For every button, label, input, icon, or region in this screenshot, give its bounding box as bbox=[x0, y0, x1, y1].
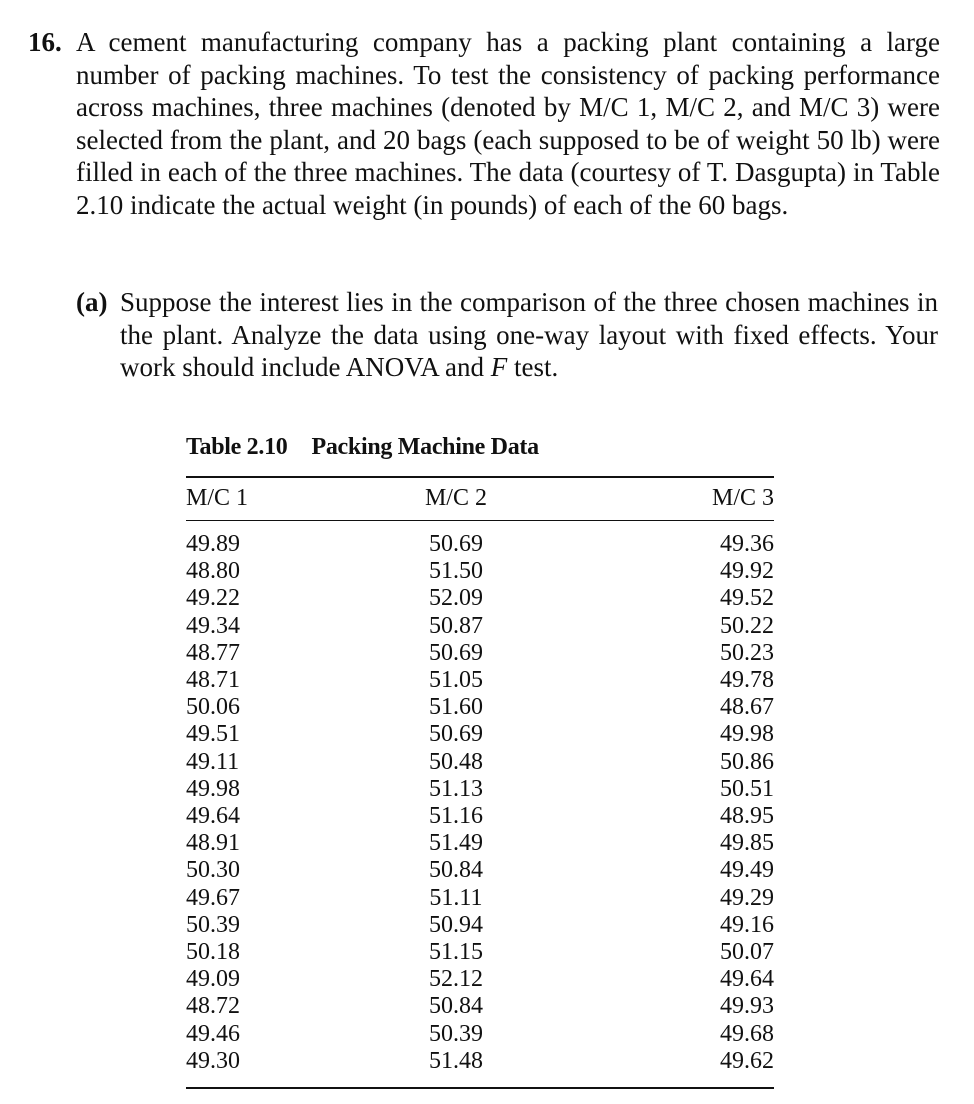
cell-mc1: 48.91 bbox=[186, 830, 240, 857]
table-body bbox=[186, 521, 774, 1089]
part-a bbox=[76, 286, 938, 384]
part-a-statement bbox=[120, 286, 938, 384]
cell-mc2: 51.11 bbox=[429, 884, 483, 911]
cell-mc1: 49.22 bbox=[186, 585, 240, 612]
table-caption-title: Packing Machine Data bbox=[311, 434, 539, 460]
packing-machine-table bbox=[186, 432, 774, 1089]
table-row bbox=[186, 613, 774, 640]
cell-mc3: 49.64 bbox=[720, 966, 774, 993]
cell-mc1: 50.06 bbox=[186, 694, 240, 721]
cell-mc2: 50.48 bbox=[428, 748, 483, 775]
cell-mc1: 49.46 bbox=[186, 1020, 240, 1047]
cell-mc3: 49.29 bbox=[720, 884, 774, 911]
cell-mc3: 49.85 bbox=[720, 830, 774, 857]
cell-mc3: 48.95 bbox=[720, 803, 774, 830]
cell-mc2: 51.60 bbox=[428, 694, 483, 721]
table-row bbox=[186, 939, 774, 966]
cell-mc2: 50.69 bbox=[428, 639, 483, 666]
table-row bbox=[186, 694, 774, 721]
cell-mc3: 49.98 bbox=[720, 721, 774, 748]
cell-mc1: 50.30 bbox=[186, 857, 240, 884]
cell-mc3: 48.67 bbox=[720, 694, 774, 721]
cell-mc2: 50.39 bbox=[428, 1020, 483, 1047]
cell-mc1: 48.72 bbox=[186, 993, 240, 1020]
part-a-text-after: test. bbox=[507, 352, 559, 382]
header-mc3: M/C 3 bbox=[580, 477, 774, 521]
table-header-row bbox=[186, 477, 774, 521]
table-row bbox=[186, 857, 774, 884]
header-mc1: M/C 1 bbox=[186, 477, 380, 521]
table-row bbox=[186, 966, 774, 993]
table-row bbox=[186, 667, 774, 694]
table-row bbox=[186, 749, 774, 776]
table-row bbox=[186, 1021, 774, 1048]
cell-mc3: 49.78 bbox=[720, 667, 774, 694]
cell-mc1: 48.71 bbox=[186, 667, 240, 694]
cell-mc1: 49.64 bbox=[186, 803, 240, 830]
cell-mc2: 50.69 bbox=[428, 531, 483, 557]
cell-mc1: 49.30 bbox=[186, 1048, 380, 1088]
table-row bbox=[186, 521, 774, 559]
part-a-label: (a) bbox=[76, 287, 108, 317]
cell-mc2: 50.84 bbox=[428, 857, 483, 884]
cell-mc3: 49.49 bbox=[720, 857, 774, 884]
cell-mc1: 49.89 bbox=[186, 531, 240, 557]
cell-mc1: 48.77 bbox=[186, 639, 240, 666]
cell-mc1: 49.67 bbox=[186, 884, 240, 911]
cell-mc1: 49.09 bbox=[186, 966, 240, 993]
cell-mc2: 50.94 bbox=[428, 911, 483, 938]
header-mc2: M/C 2 bbox=[380, 477, 580, 521]
cell-mc3: 49.68 bbox=[720, 1020, 774, 1047]
table-row bbox=[186, 776, 774, 803]
cell-mc1: 49.11 bbox=[186, 748, 240, 775]
cell-mc3: 50.22 bbox=[720, 612, 774, 639]
table-row bbox=[186, 721, 774, 748]
table-row bbox=[186, 585, 774, 612]
cell-mc1: 48.80 bbox=[186, 558, 240, 585]
table-row bbox=[186, 558, 774, 585]
table-caption-number: Table 2.10 bbox=[186, 434, 288, 460]
part-a-text-before: Suppose the interest lies in the comparison of the three chosen machines in the plant. Analyze the data using one-way layout with fixed effects. Your work should include ANOVA and bbox=[120, 287, 938, 382]
table-row bbox=[186, 912, 774, 939]
cell-mc2: 51.48 bbox=[380, 1048, 580, 1088]
table-row bbox=[186, 993, 774, 1020]
table-caption bbox=[186, 432, 774, 462]
table-row bbox=[186, 803, 774, 830]
cell-mc2: 51.16 bbox=[428, 803, 483, 830]
cell-mc3: 50.51 bbox=[720, 775, 774, 802]
cell-mc2: 50.87 bbox=[428, 612, 483, 639]
cell-mc3: 50.07 bbox=[720, 939, 774, 966]
cell-mc1: 49.98 bbox=[186, 775, 240, 802]
cell-mc3: 49.92 bbox=[720, 558, 774, 585]
problem-16 bbox=[28, 26, 940, 221]
cell-mc2: 51.15 bbox=[428, 939, 483, 966]
cell-mc1: 50.18 bbox=[186, 939, 240, 966]
cell-mc3: 50.23 bbox=[720, 639, 774, 666]
cell-mc3: 50.86 bbox=[720, 748, 774, 775]
cell-mc2: 51.05 bbox=[428, 667, 483, 694]
cell-mc3: 49.16 bbox=[720, 911, 774, 938]
data-table bbox=[186, 476, 774, 1089]
cell-mc2: 50.69 bbox=[428, 721, 483, 748]
cell-mc2: 51.50 bbox=[428, 558, 483, 585]
cell-mc3: 49.62 bbox=[580, 1048, 774, 1088]
table-row bbox=[186, 885, 774, 912]
problem-number: 16. bbox=[28, 27, 62, 57]
cell-mc2: 51.49 bbox=[428, 830, 483, 857]
table-row bbox=[186, 640, 774, 667]
cell-mc2: 52.12 bbox=[428, 966, 483, 993]
cell-mc2: 51.13 bbox=[428, 775, 483, 802]
cell-mc3: 49.93 bbox=[720, 993, 774, 1020]
cell-mc3: 49.52 bbox=[720, 585, 774, 612]
table-row bbox=[186, 830, 774, 857]
cell-mc1: 49.34 bbox=[186, 612, 240, 639]
problem-statement: A cement manufacturing company has a packing plant containing a large number of packing machines. To test the consistency of packing performance across machines, three machines (denoted by M/C 1, M/C 2, and M/C 3) were selected from the plant, and 20 bags (each supposed to be of weight 50 lb) were filled in each of the three machines. The data (courtesy of T. Dasgupta) in Table 2.10 indicate the actual weight (in pounds) of each of the 60 bags. bbox=[76, 27, 940, 220]
cell-mc2: 52.09 bbox=[428, 585, 483, 612]
cell-mc3: 49.36 bbox=[720, 531, 774, 557]
table-row bbox=[186, 1048, 774, 1088]
cell-mc1: 49.51 bbox=[186, 721, 240, 748]
cell-mc1: 50.39 bbox=[186, 911, 240, 938]
part-a-italic-f: F bbox=[490, 352, 508, 382]
cell-mc2: 50.84 bbox=[428, 993, 483, 1020]
